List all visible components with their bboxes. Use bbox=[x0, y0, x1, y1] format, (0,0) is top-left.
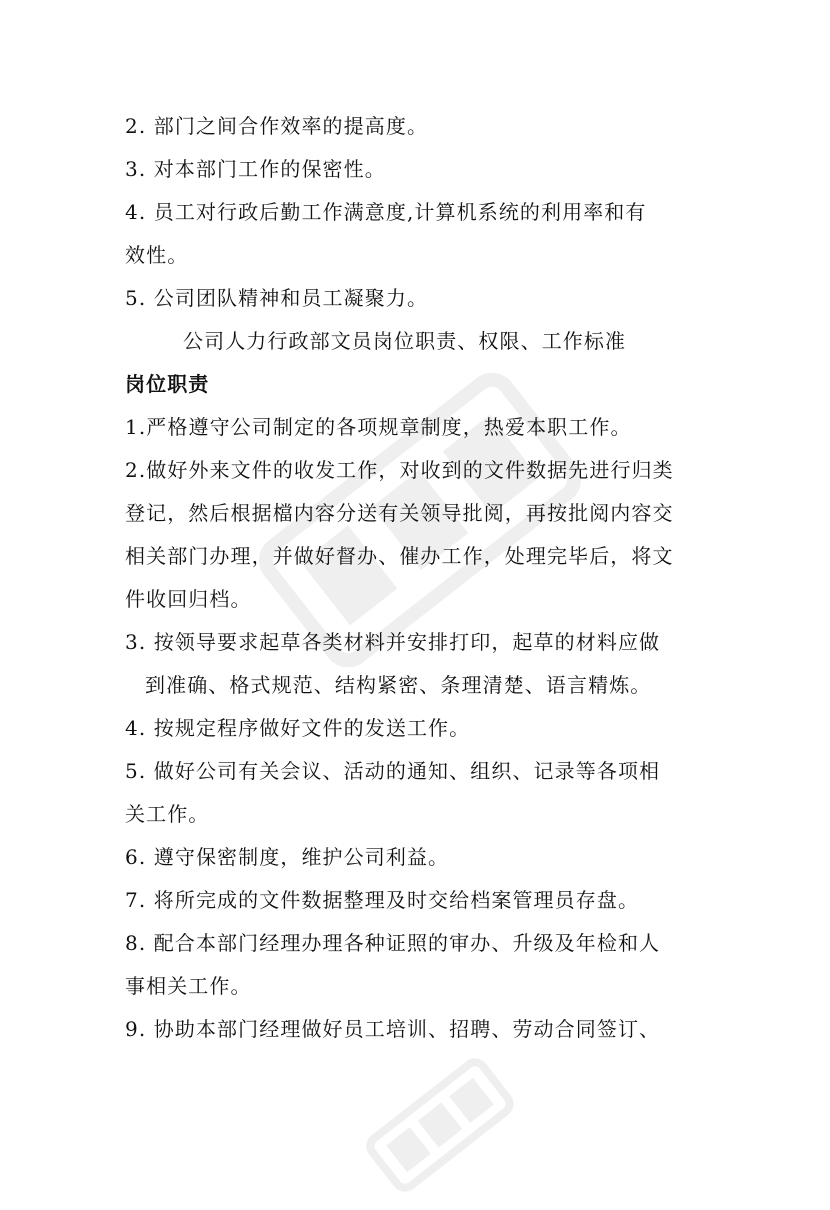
duty-item-continuation: 事相关工作。 bbox=[125, 974, 252, 998]
list-item: 2. 部门之间合作效率的提高度。 bbox=[125, 114, 429, 138]
duty-item: 5. 做好公司有关会议、活动的通知、组织、记录等各项相 bbox=[125, 759, 661, 783]
section-title: 公司人力行政部文员岗位职责、权限、工作标准 bbox=[183, 329, 627, 353]
duty-item-continuation: 到准确、格式规范、结构紧密、条理清楚、语言精炼。 bbox=[145, 673, 652, 697]
duty-item: 7. 将所完成的文件数据整理及时交给档案管理员存盘。 bbox=[125, 888, 640, 912]
watermark-logo-bottom bbox=[349, 1040, 530, 1209]
duty-item-continuation: 相关部门办理，并做好督办、催办工作，处理完毕后，将文 bbox=[125, 544, 674, 568]
duty-item: 3. 按领导要求起草各类材料并安排打印，起草的材料应做 bbox=[125, 630, 661, 654]
duty-item: 4. 按规定程序做好文件的发送工作。 bbox=[125, 716, 471, 740]
duty-item-continuation: 登记，然后根据檔内容分送有关领导批阅，再按批阅内容交 bbox=[125, 501, 674, 525]
duty-item: 2.做好外来文件的收发工作，对收到的文件数据先进行归类 bbox=[125, 458, 674, 482]
list-item: 5. 公司团队精神和员工凝聚力。 bbox=[125, 286, 429, 310]
duty-item: 6. 遵守保密制度，维护公司利益。 bbox=[125, 845, 450, 869]
duty-item: 8. 配合本部门经理办理各种证照的审办、升级及年检和人 bbox=[125, 931, 661, 955]
duty-item: 9. 协助本部门经理做好员工培训、招聘、劳动合同签订、 bbox=[125, 1017, 661, 1041]
duty-item-continuation: 件收回归档。 bbox=[125, 587, 252, 611]
list-item-continuation: 效性。 bbox=[125, 243, 189, 267]
duty-item: 1.严格遵守公司制定的各项规章制度，热爱本职工作。 bbox=[125, 415, 632, 439]
list-item: 4. 员工对行政后勤工作满意度,计算机系统的利用率和有 bbox=[125, 200, 647, 224]
duty-item-continuation: 关工作。 bbox=[125, 802, 210, 826]
document-body bbox=[125, 105, 715, 1051]
section-heading: 岗位职责 bbox=[125, 372, 210, 396]
list-item: 3. 对本部门工作的保密性。 bbox=[125, 157, 386, 181]
